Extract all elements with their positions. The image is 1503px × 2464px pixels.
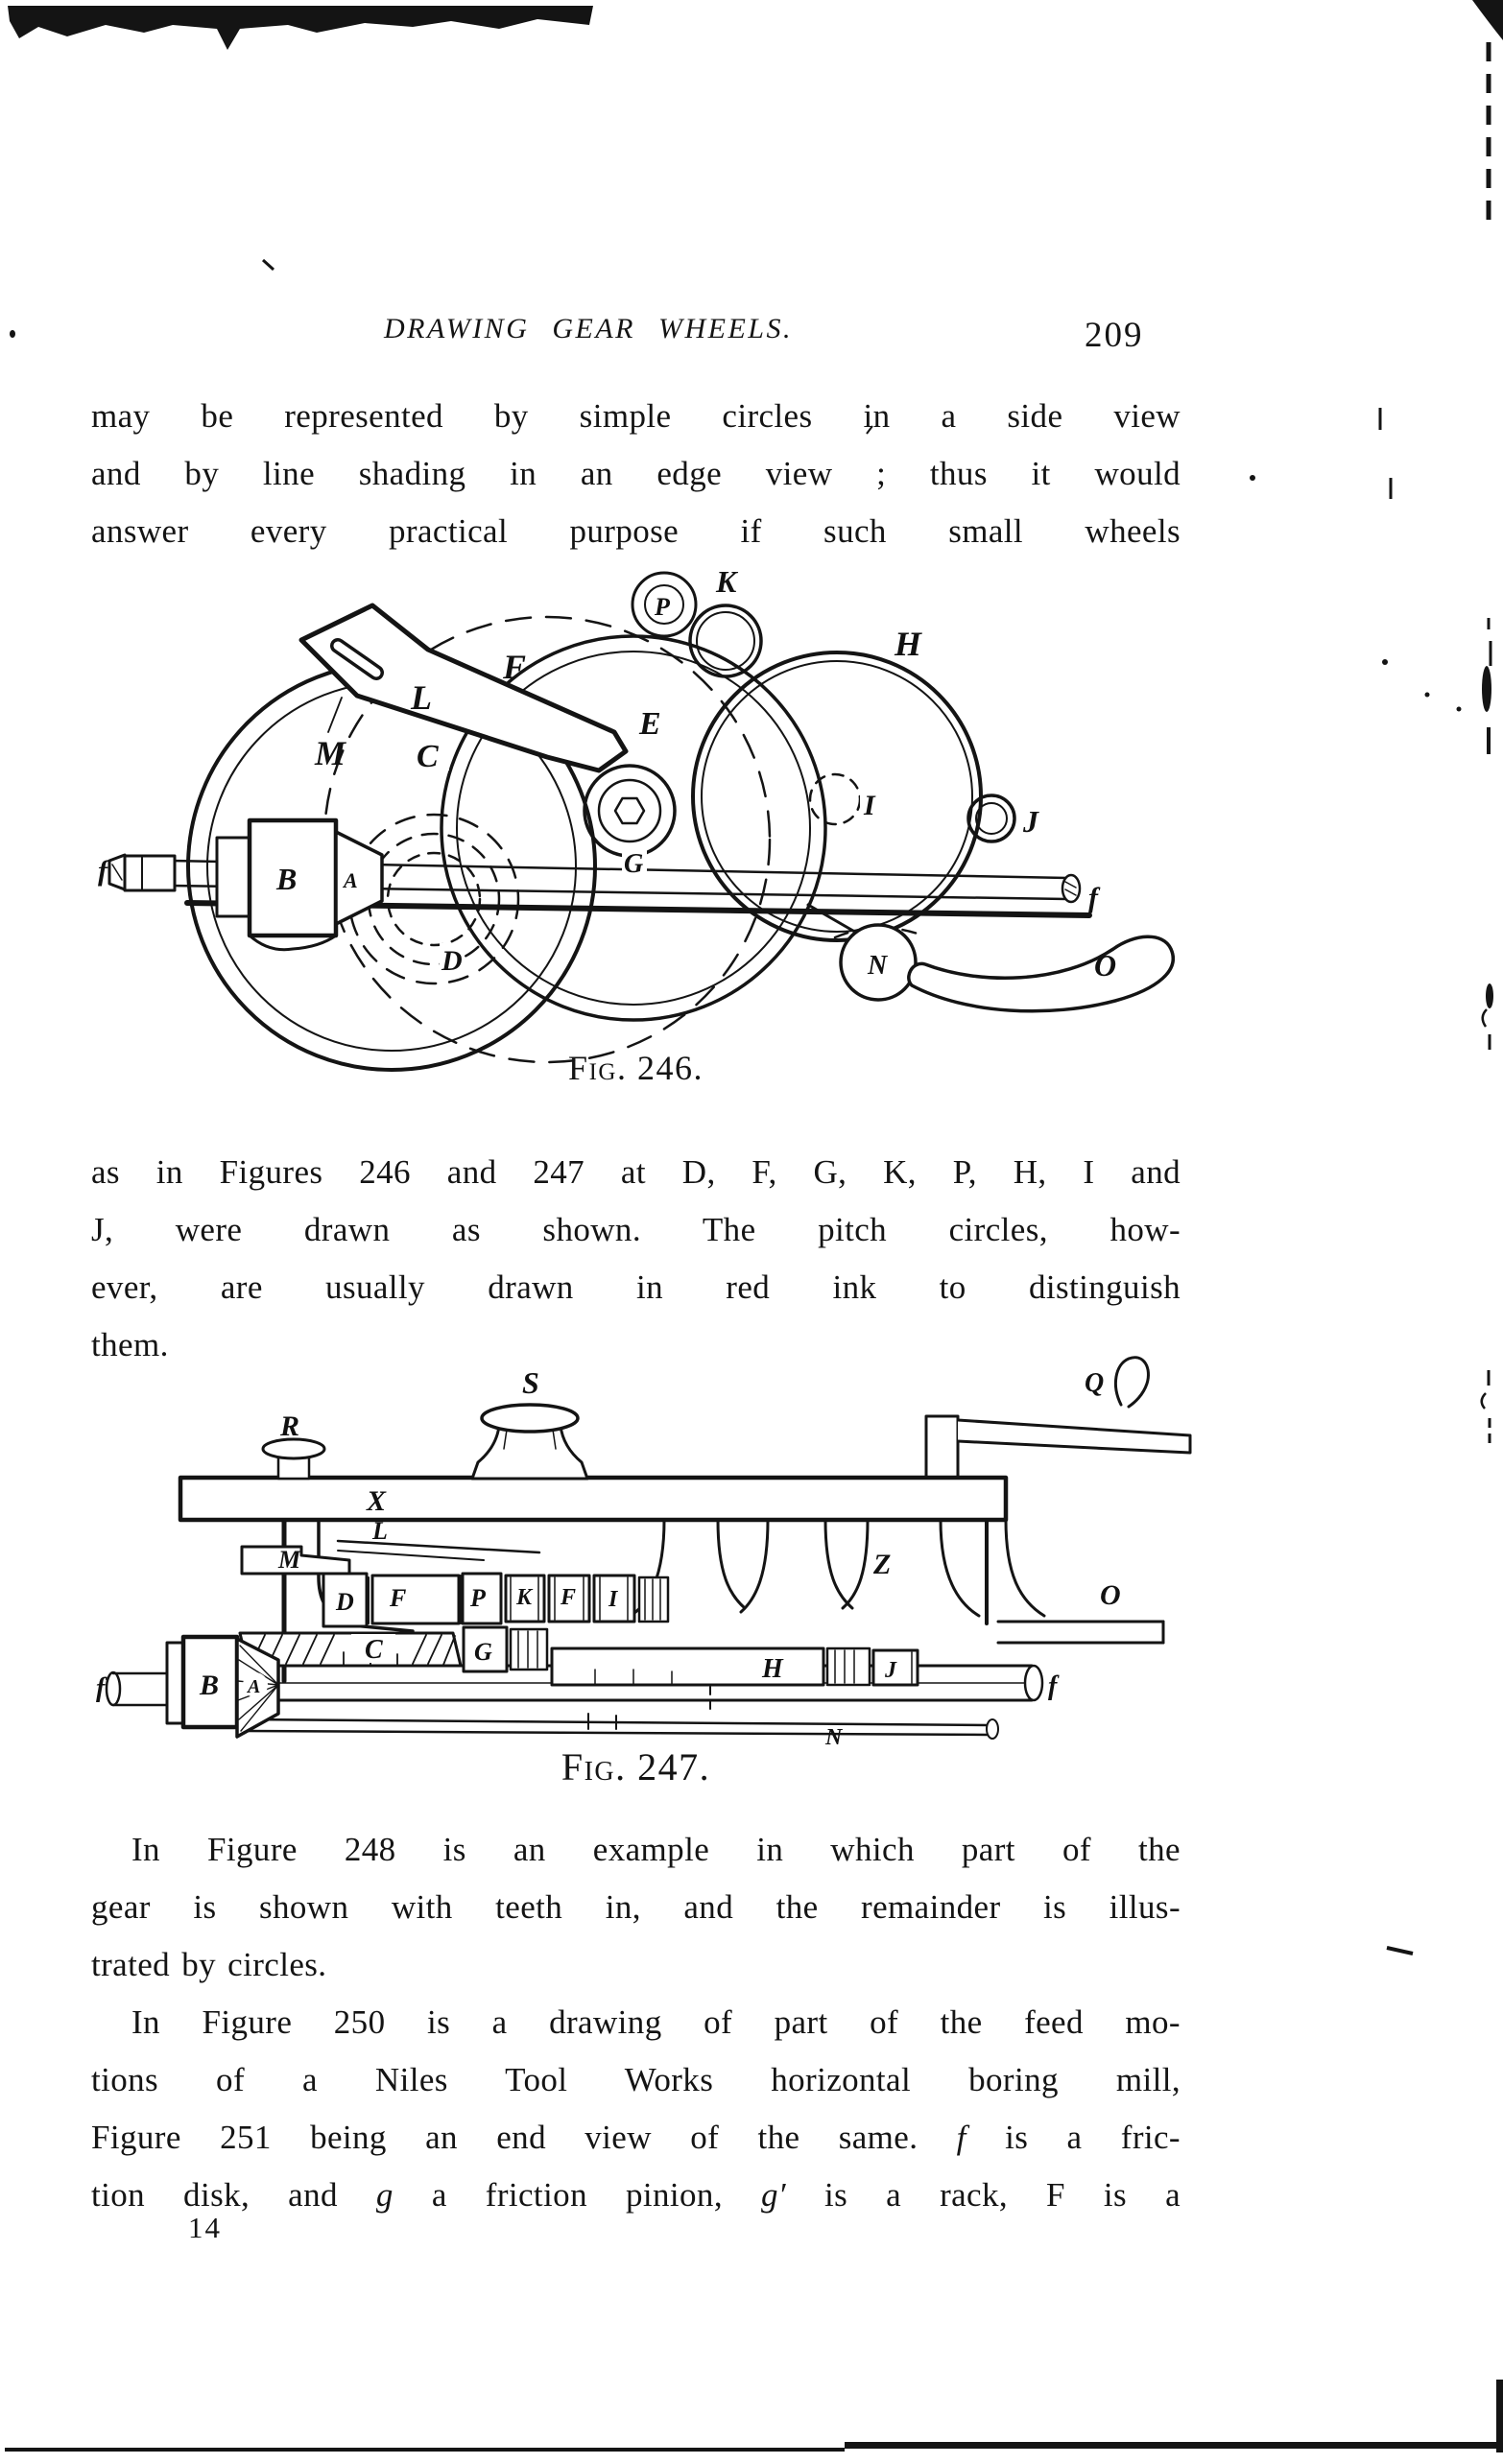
text-segment-italic: g′ — [761, 2176, 786, 2214]
fig247-label-Z: Z — [873, 1549, 892, 1580]
fig247-label-I: I — [608, 1587, 618, 1612]
speck — [1457, 707, 1462, 712]
fig247-label-N: N — [825, 1725, 843, 1750]
fig247-label-Q: Q — [1085, 1368, 1105, 1398]
fig247-label-K: K — [516, 1585, 533, 1610]
speck — [10, 330, 15, 338]
text-segment: a friction pinion, — [393, 2176, 761, 2214]
fig246-label-H: H — [895, 625, 922, 663]
fig247-label-G: G — [474, 1638, 492, 1666]
text-line: may be represented by simple circles in a side view — [91, 397, 1181, 435]
fig246-label-K: K — [716, 564, 737, 599]
figure-247-caption: Fig. 247. — [561, 1745, 711, 1789]
fig246-label-D: D — [441, 945, 463, 977]
text-line: In Figure 248 is an example in which part of the — [131, 1831, 1181, 1868]
text-line: answer every practical purpose if such small wheels — [91, 512, 1181, 550]
text-line: them. — [91, 1326, 169, 1363]
edge-blob — [1482, 666, 1491, 712]
fig246-label-M: M — [315, 734, 346, 772]
fig247-label-H: H — [762, 1654, 783, 1684]
fig247-label-X: X — [367, 1485, 387, 1517]
fig247-label-J: J — [885, 1658, 896, 1683]
figure-246-caption: Fig. 246. — [568, 1049, 704, 1087]
fig247-label-f-right: f — [1048, 1671, 1058, 1701]
edge-blob — [1486, 983, 1493, 1008]
text-line: trated by circles. — [91, 1946, 327, 1983]
fig246-label-G: G — [624, 849, 644, 879]
fig246-label-L: L — [411, 678, 432, 717]
text-line: ever, are usually drawn in red ink to distinguish — [91, 1268, 1181, 1306]
fig247-label-F1: F — [390, 1584, 407, 1612]
text-line: and by line shading in an edge view ; thus it would — [91, 455, 1181, 492]
fig246-label-E: E — [639, 706, 661, 742]
fig247-label-M: M — [278, 1546, 301, 1574]
fig247-label-f-left: f — [96, 1673, 106, 1703]
fig246-label-I: I — [864, 790, 875, 821]
fig246-label-A: A — [344, 868, 358, 892]
bottom-rule-left — [5, 2448, 845, 2452]
fig247-label-D: D — [336, 1588, 354, 1616]
fig246-label-P: P — [655, 593, 670, 621]
fig246-label-B: B — [276, 862, 298, 896]
corner-wedge-artifact — [1472, 0, 1503, 40]
page-number: 209 — [1085, 316, 1144, 355]
edge-bar — [1496, 2380, 1503, 2452]
speck — [1382, 659, 1388, 665]
fig247-label-B: B — [200, 1670, 220, 1701]
fig246-label-f-right: f — [1088, 882, 1098, 913]
fig247-label-R: R — [280, 1410, 300, 1442]
text-segment: is a fric- — [966, 2119, 1181, 2156]
bottom-rule-right — [845, 2442, 1503, 2449]
text-line: gear is shown with teeth in, and the remainder is illus- — [91, 1888, 1181, 1926]
text-line: tions of a Niles Tool Works horizontal boring mill, — [91, 2061, 1181, 2098]
torn-edge-artifact — [8, 6, 593, 50]
text-segment-italic: f — [956, 2119, 966, 2156]
fig246-label-F: F — [503, 648, 527, 686]
fig247-label-P: P — [470, 1584, 486, 1612]
fig247-label-O: O — [1100, 1579, 1121, 1611]
fig247-label-L: L — [372, 1517, 388, 1545]
text-segment: tion disk, and — [91, 2176, 376, 2214]
text-segment-italic: g — [375, 2176, 394, 2214]
signature-mark: 14 — [188, 2211, 222, 2244]
fig246-label-O: O — [1094, 948, 1117, 983]
text-line: as in Figures 246 and 247 at D, F, G, K, P, H, I and — [91, 1153, 1181, 1191]
text-segment: is a rack, F is a — [785, 2176, 1181, 2214]
running-head: DRAWING GEAR WHEELS. — [384, 313, 793, 344]
text-line: In Figure 250 is a drawing of part of the feed mo- — [131, 2003, 1181, 2041]
fig247-label-S: S — [522, 1365, 539, 1400]
fig247-label-C: C — [365, 1635, 383, 1665]
fig246-label-N: N — [868, 951, 888, 981]
fig246-label-f-left: f — [98, 855, 107, 887]
fig247-label-A: A — [248, 1676, 261, 1697]
edge-marks — [263, 42, 1491, 1954]
text-line: J, were drawn as shown. The pitch circles, how- — [91, 1211, 1181, 1248]
speck — [1425, 693, 1430, 698]
fig246-label-J: J — [1023, 804, 1038, 839]
text-segment: Figure 251 being an end view of the same. — [91, 2119, 957, 2156]
fig247-label-F2: F — [561, 1585, 577, 1610]
fig246-label-C: C — [417, 739, 439, 774]
speck — [1250, 475, 1255, 481]
